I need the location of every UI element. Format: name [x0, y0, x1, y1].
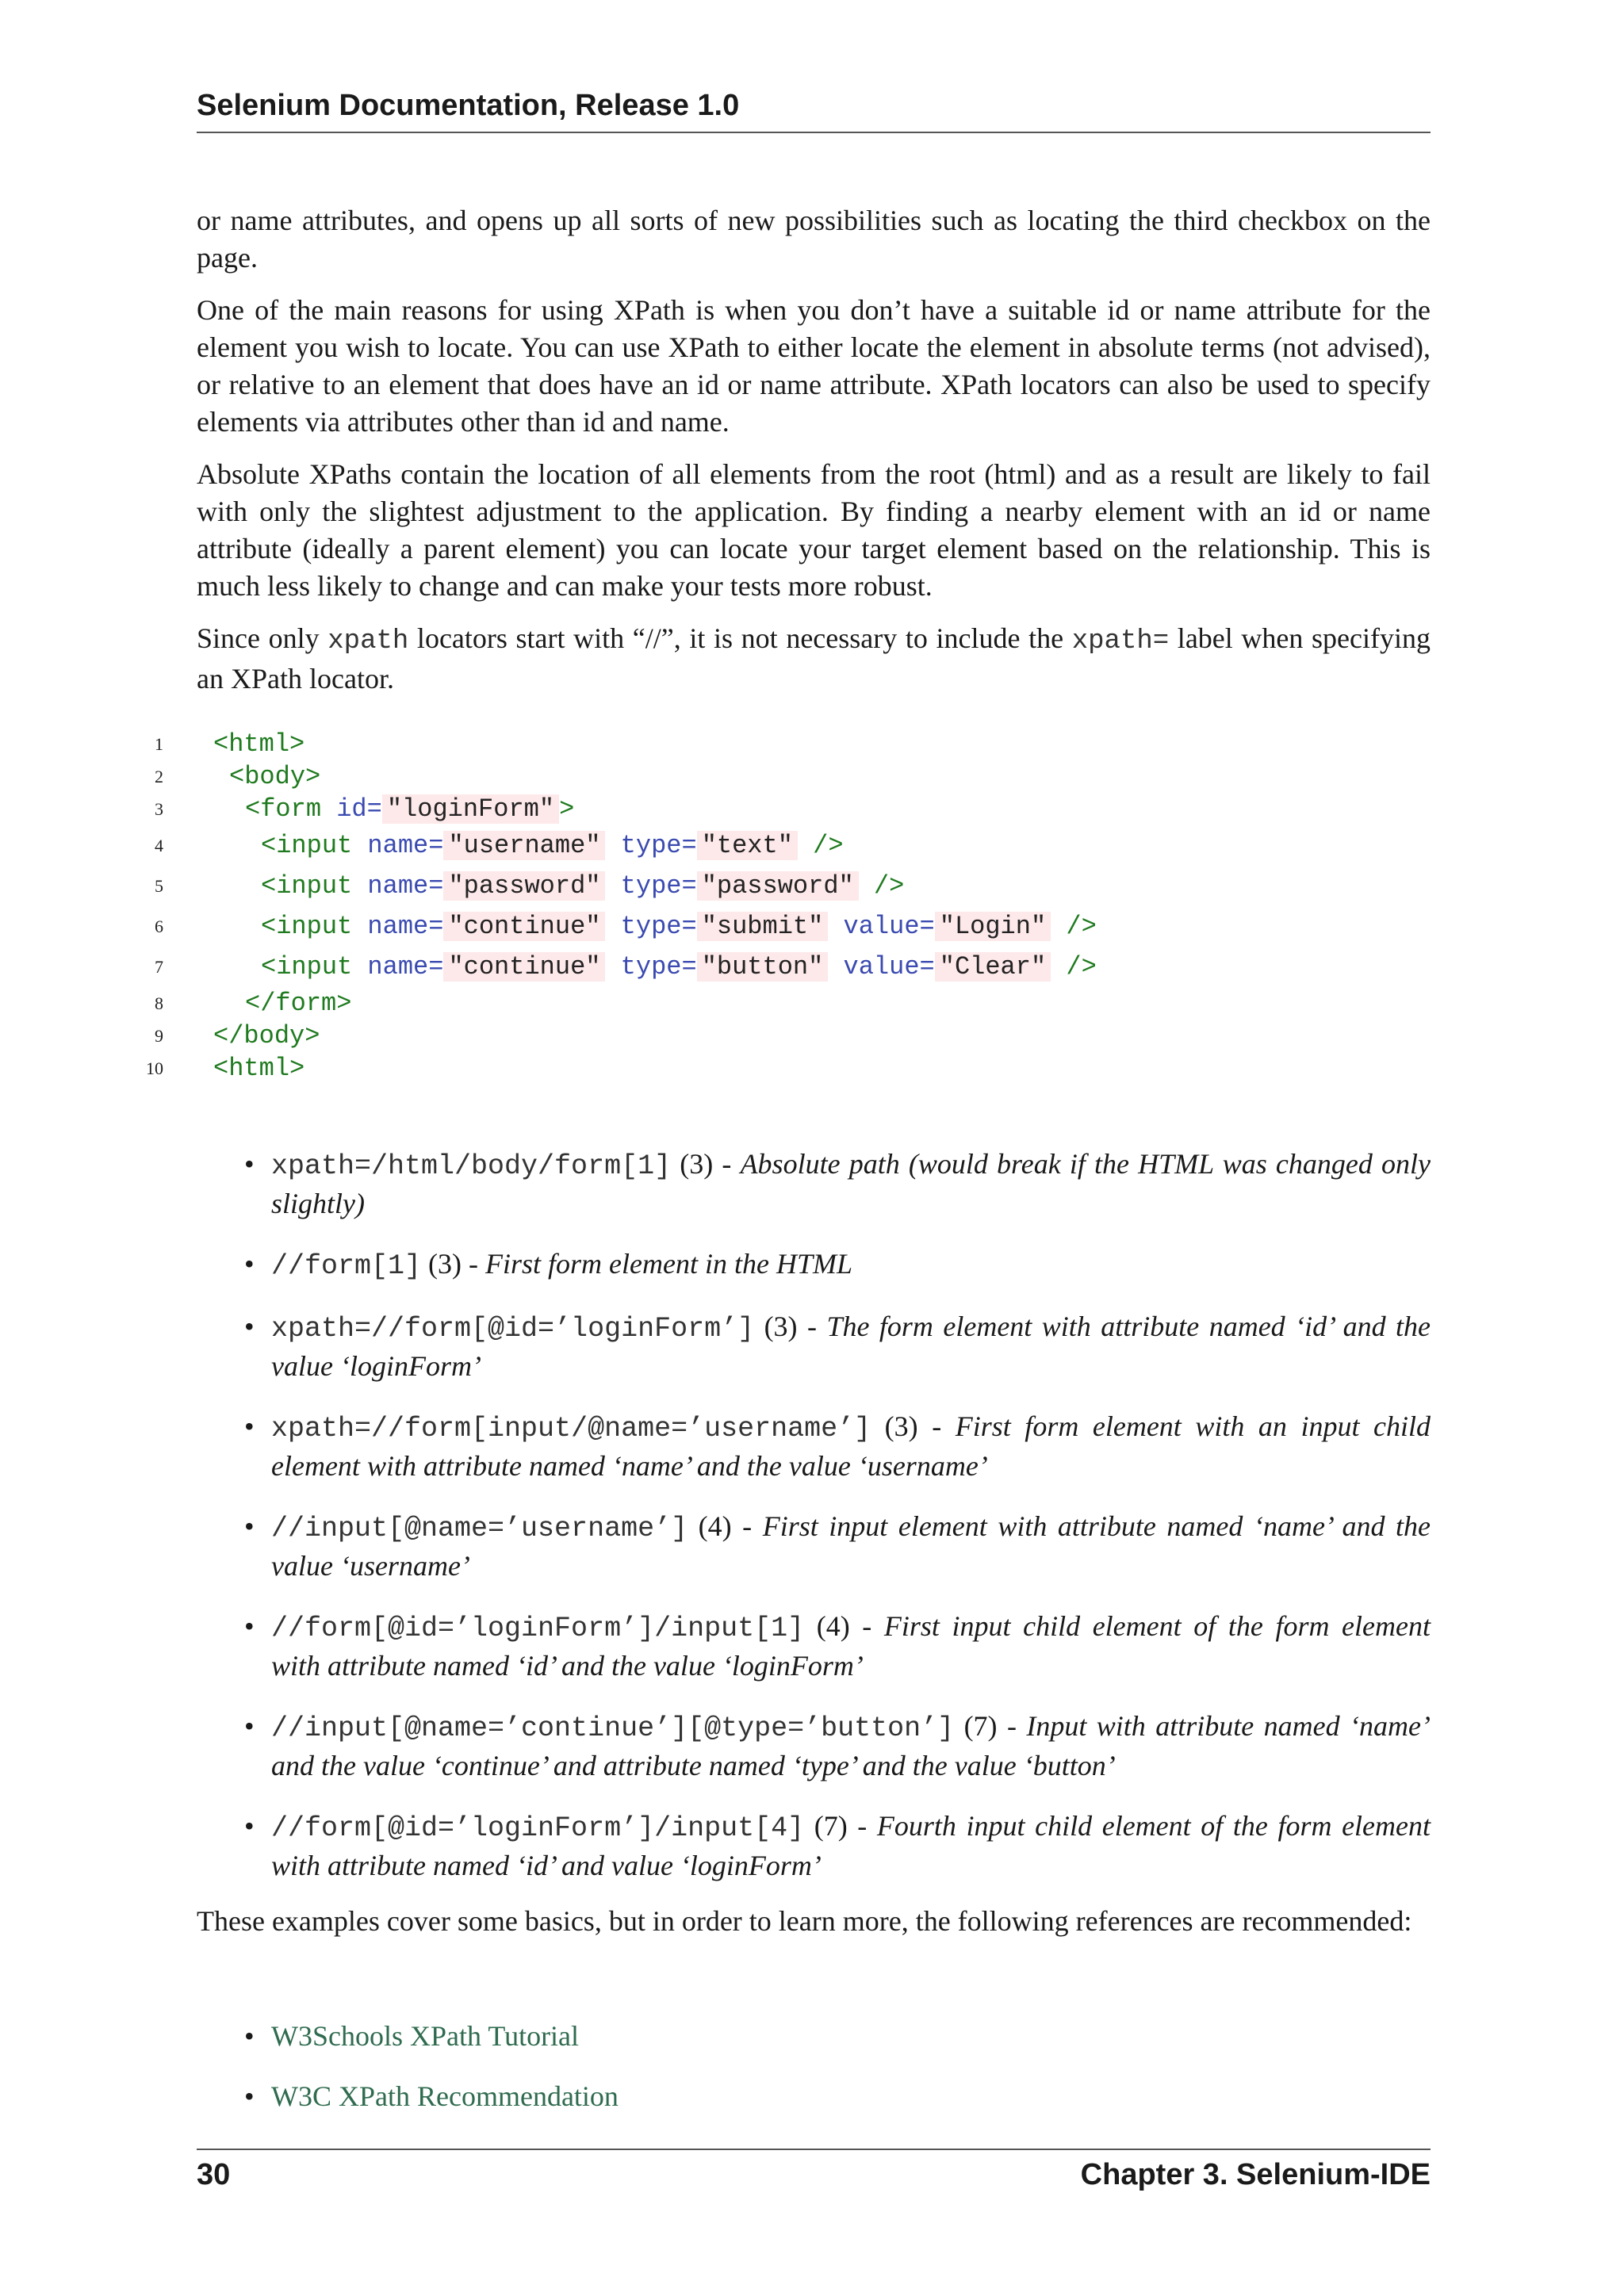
example-desc: First input child element of the form element with attribute named ‘id’ and the value ‘loginForm’ — [271, 1610, 1431, 1682]
code-line — [119, 987, 1467, 1020]
example-code: xpath=/html/body/form[1] — [271, 1150, 672, 1182]
list-item — [244, 1408, 1431, 1485]
body-text — [197, 202, 1431, 713]
example-desc: First form element with an input child element with attribute named ‘name’ and the value ‘username’ — [271, 1410, 1431, 1482]
code-string: "Clear" — [935, 952, 1051, 982]
line-number: 1 — [155, 734, 163, 754]
code-attr: name= — [367, 831, 444, 860]
list-item — [244, 2078, 1431, 2115]
inline-code-xpath: xpath — [327, 626, 409, 656]
link-w3c-xpath-recommendation[interactable]: W3C XPath Recommendation — [271, 2080, 619, 2112]
link-w3schools-xpath-tutorial[interactable]: W3Schools XPath Tutorial — [271, 2020, 580, 2052]
example-num: (3) - — [871, 1410, 956, 1442]
example-desc: Input with attribute named ‘name’ and the value ‘continue’ and attribute named ‘type’ and the value ‘button’ — [271, 1710, 1431, 1781]
code-line — [119, 760, 1467, 793]
code-tag-end: /> — [813, 831, 844, 860]
code-attr: type= — [620, 831, 697, 860]
code-string: "text" — [697, 831, 798, 860]
list-item — [244, 1708, 1431, 1785]
line-number: 2 — [155, 767, 163, 786]
code-attr: name= — [367, 952, 444, 982]
code-tag: <body> — [229, 762, 321, 791]
code-tag: <html> — [213, 1054, 305, 1083]
code-string: "submit" — [697, 912, 829, 941]
example-num: (4) - — [804, 1610, 884, 1642]
paragraph-3: Absolute XPaths contain the location of all elements from the root (html) and as a result are likely to fail with only the slightest adjustment to the application. By finding a nearby element with an id or name attribute (ideally a parent element) you can locate your target element based on the relationship. This is much less likely to change and can make your tests more robust. — [197, 458, 1431, 602]
code-line — [119, 866, 1467, 906]
example-num: (3) - — [671, 1148, 741, 1180]
list-item — [244, 2018, 1431, 2055]
code-string: "loginForm" — [382, 794, 559, 824]
code-tag: <input — [261, 952, 368, 982]
code-attr: value= — [843, 952, 935, 982]
example-code: xpath=//form[@id=’loginForm’] — [271, 1313, 755, 1345]
code-attr: type= — [620, 952, 697, 982]
code-line — [119, 825, 1467, 866]
code-tag: <form — [245, 794, 337, 824]
code-attr: value= — [843, 912, 935, 941]
list-item — [244, 1808, 1431, 1885]
running-header: Selenium Documentation, Release 1.0 — [197, 89, 740, 122]
code-tag-end: > — [559, 794, 575, 824]
paragraph-1: or name attributes, and opens up all sorts of new possibilities such as locating the third checkbox on the page. — [197, 205, 1431, 274]
code-tag-end: /> — [1066, 912, 1097, 941]
code-block — [119, 728, 1467, 1085]
example-num: (7) - — [804, 1810, 877, 1842]
chapter-title: Chapter 3. Selenium-IDE — [1080, 2158, 1431, 2191]
p4-text-a: Since only — [197, 622, 328, 654]
example-desc: The form element with attribute named ‘id’ and the value ‘loginForm’ — [271, 1311, 1431, 1382]
code-string: "password" — [697, 871, 859, 901]
paragraph-4 — [197, 620, 1431, 698]
code-tag: <input — [261, 912, 368, 941]
example-desc: First form element in the HTML — [485, 1248, 852, 1280]
code-line — [119, 1052, 1467, 1085]
code-string: "password" — [443, 871, 605, 901]
line-number: 8 — [155, 993, 163, 1013]
example-desc: First input element with attribute named ‘name’ and the value ‘username’ — [271, 1510, 1431, 1582]
code-tag: <input — [261, 831, 368, 860]
inline-code-xpath-label: xpath= — [1071, 626, 1170, 656]
code-attr: name= — [367, 871, 444, 901]
example-code: //input[@name=’continue’][@type=’button’] — [271, 1712, 955, 1744]
code-string: "continue" — [443, 912, 605, 941]
code-attr: type= — [620, 871, 697, 901]
list-item — [244, 1146, 1431, 1223]
code-line — [119, 793, 1467, 825]
example-num: (3) - — [421, 1248, 485, 1280]
code-string: "continue" — [443, 952, 605, 982]
example-code: xpath=//form[input/@name=’username’] — [271, 1413, 871, 1445]
line-number: 10 — [146, 1058, 163, 1078]
page-number: 30 — [197, 2158, 231, 2191]
header-rule — [197, 132, 1431, 133]
list-item — [244, 1246, 1431, 1285]
closing-paragraph: These examples cover some basics, but in order to learn more, the following references are recommended: — [197, 1905, 1412, 1937]
code-string: "button" — [697, 952, 829, 982]
line-number: 5 — [155, 876, 163, 896]
line-number: 7 — [155, 957, 163, 977]
code-tag: <html> — [213, 729, 305, 759]
code-tag: </body> — [213, 1021, 320, 1050]
code-line — [119, 1020, 1467, 1052]
code-tag-end: /> — [1066, 952, 1097, 982]
code-line — [119, 906, 1467, 947]
line-number: 9 — [155, 1026, 163, 1046]
reference-list — [244, 2018, 1431, 2138]
example-num: (4) - — [688, 1510, 763, 1542]
code-tag: <input — [261, 871, 368, 901]
code-line — [119, 947, 1467, 987]
list-item — [244, 1308, 1431, 1385]
example-desc: Absolute path (would break if the HTML was changed only slightly) — [271, 1148, 1431, 1219]
example-code: //form[1] — [271, 1250, 422, 1282]
example-desc: Fourth input child element of the form element with attribute named ‘id’ and value ‘loginForm’ — [271, 1810, 1431, 1881]
list-item — [244, 1608, 1431, 1685]
code-string: "Login" — [935, 912, 1051, 941]
example-list — [244, 1146, 1431, 1908]
code-tag: </form> — [245, 989, 352, 1018]
example-code: //input[@name=’username’] — [271, 1513, 688, 1544]
line-number: 3 — [155, 799, 163, 819]
line-number: 4 — [155, 836, 163, 855]
code-string: "username" — [443, 831, 605, 860]
paragraph-2: One of the main reasons for using XPath is when you don’t have a suitable id or name attribute for the element you wish to locate. You can use XPath to either locate the element in absolute terms (not advised), or relative to an element that does have an id or name attribute. XPath locators can also be used to specify elements via attributes other than id and name. — [197, 294, 1431, 438]
example-code: //form[@id=’loginForm’]/input[4] — [271, 1812, 805, 1844]
line-number: 6 — [155, 916, 163, 936]
list-item — [244, 1508, 1431, 1585]
example-code: //form[@id=’loginForm’]/input[1] — [271, 1613, 805, 1644]
code-attr: name= — [367, 912, 444, 941]
code-attr: type= — [620, 912, 697, 941]
p4-text-b: locators start with “//”, it is not necessary to include the — [408, 622, 1072, 654]
code-attr: id= — [336, 794, 382, 824]
example-num: (3) - — [754, 1311, 827, 1342]
footer-rule — [197, 2149, 1431, 2150]
code-tag-end: /> — [873, 871, 905, 901]
example-num: (7) - — [954, 1710, 1027, 1742]
p4-text-c: label when specifying an XPath locator. — [197, 622, 1431, 695]
code-line — [119, 728, 1467, 760]
